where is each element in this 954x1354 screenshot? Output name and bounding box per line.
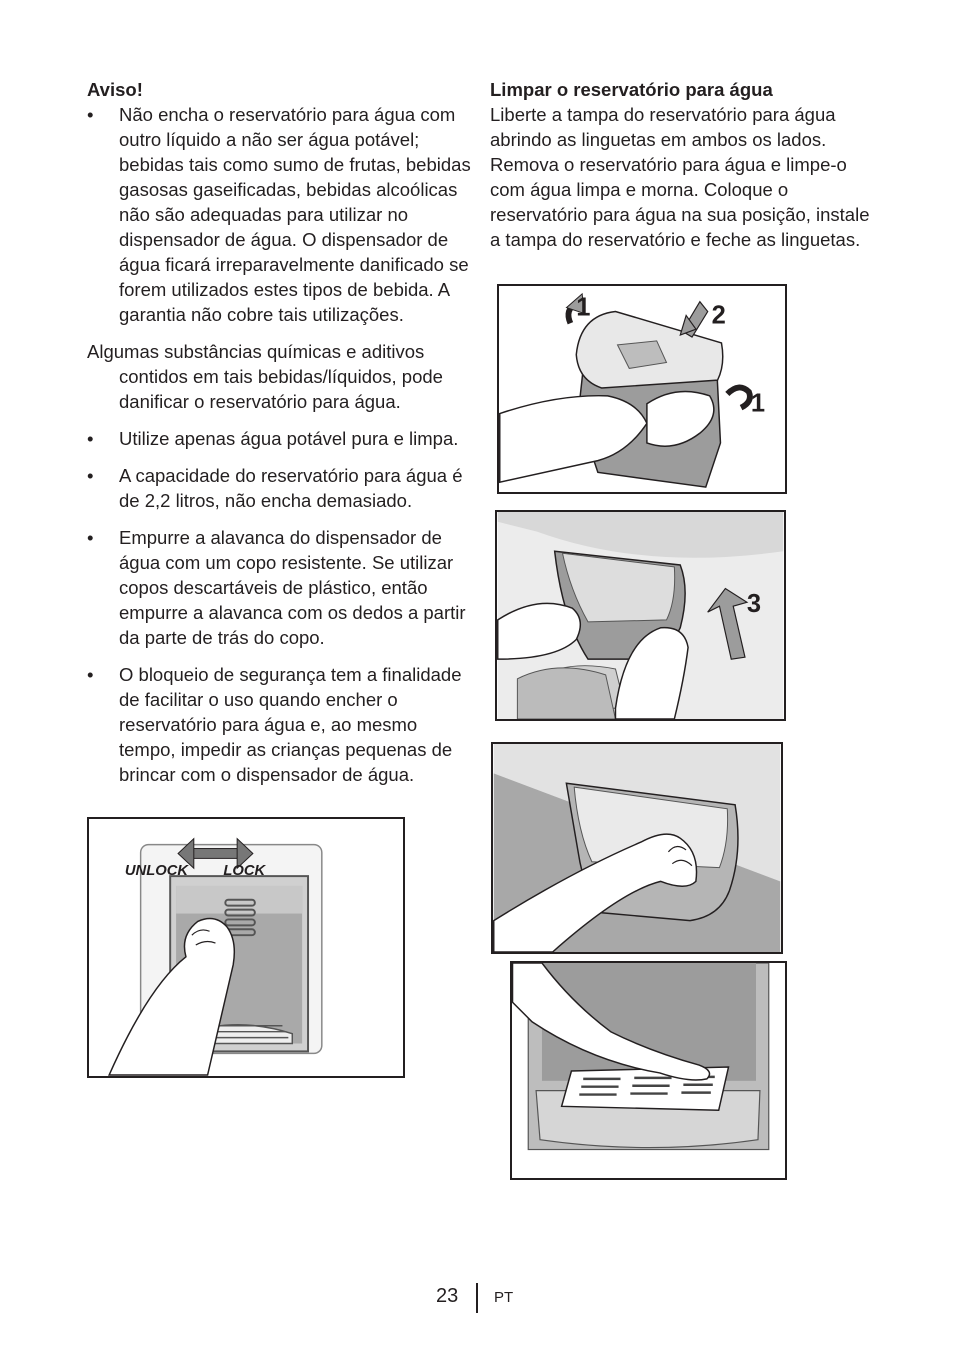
section-title: Limpar o reservatório para água — [490, 79, 773, 100]
usage-list — [87, 426, 477, 787]
right-column — [490, 77, 880, 252]
tank-cover-figure — [497, 284, 787, 494]
bullet-glyph: • — [87, 465, 94, 486]
list-item — [87, 102, 477, 327]
drip-tray-figure — [510, 961, 787, 1180]
tank-cleaning-figure — [491, 742, 783, 954]
bullet-text: Utilize apenas água potável pura e limpa. — [119, 428, 459, 449]
lock-illustration — [89, 819, 403, 1076]
warning-title: Aviso! — [87, 79, 143, 100]
lock-figure — [87, 817, 405, 1078]
bullet-glyph: • — [87, 104, 94, 125]
unlock-label: UNLOCK — [124, 863, 189, 880]
bullet-text: O bloqueio de segurança tem a finalidade de facilitar o uso quando encher o reservatório para água e, ao mesmo tempo, impedir as crianças pequenas de brincar com o dispensador de água. — [119, 664, 462, 785]
section-body: Liberte a tampa do reservatório para água abrindo as linguetas em ambos os lados. Remova o reservatório para água e limpe-o com água limpa e morna. Coloque o reservatório para água na sua posição, instale a tampa do reservatório e feche as linguetas. — [490, 104, 870, 250]
left-column — [87, 77, 477, 787]
bullet-text: A capacidade do reservatório para água é de 2,2 litros, não encha demasiado. — [119, 465, 463, 511]
lock-label: LOCK — [223, 863, 266, 880]
warning-bullet-text: Não encha o reservatório para água com outro líquido a não ser água potável; bebidas tais como sumo de frutas, bebidas gasosas gaseificadas, bebidas alcoólicas não são adequadas para utilizar no dispensador de água. O dispensador de água ficará irreparavelmente danificado se forem utilizados estes tipos de bebida. A garantia não cobre tais utilizações. — [119, 104, 471, 325]
language-code: PT — [494, 1289, 514, 1306]
warning-list — [87, 102, 477, 327]
bullet-text: Empurre a alavanca do dispensador de água com um copo resistente. Se utilizar copos descartáveis de plástico, então empurre a alavanca com os dedos a partir da parte de trás do copo. — [119, 527, 466, 648]
step-label: 1 — [750, 389, 766, 418]
step-label: 2 — [711, 301, 726, 330]
list-item — [87, 662, 477, 787]
bullet-glyph: • — [87, 664, 94, 685]
list-item — [87, 426, 477, 451]
step-label: 3 — [746, 590, 762, 619]
tank-removal-illustration — [497, 512, 784, 719]
drip-tray-illustration — [512, 963, 785, 1178]
page-number: 23 — [436, 1285, 459, 1307]
tank-cover-illustration — [499, 286, 785, 492]
list-item — [87, 525, 477, 650]
bullet-glyph: • — [87, 527, 94, 548]
tank-removal-figure — [495, 510, 786, 721]
footer-divider — [476, 1283, 478, 1313]
substances-paragraph: Algumas substâncias químicas e aditivos contidos em tais bebidas/líquidos, pode danificar o reservatório para água. — [87, 341, 443, 412]
bullet-glyph: • — [87, 428, 94, 449]
step-label: 1 — [576, 293, 591, 322]
list-item — [87, 463, 477, 513]
tank-cleaning-illustration — [493, 744, 781, 952]
